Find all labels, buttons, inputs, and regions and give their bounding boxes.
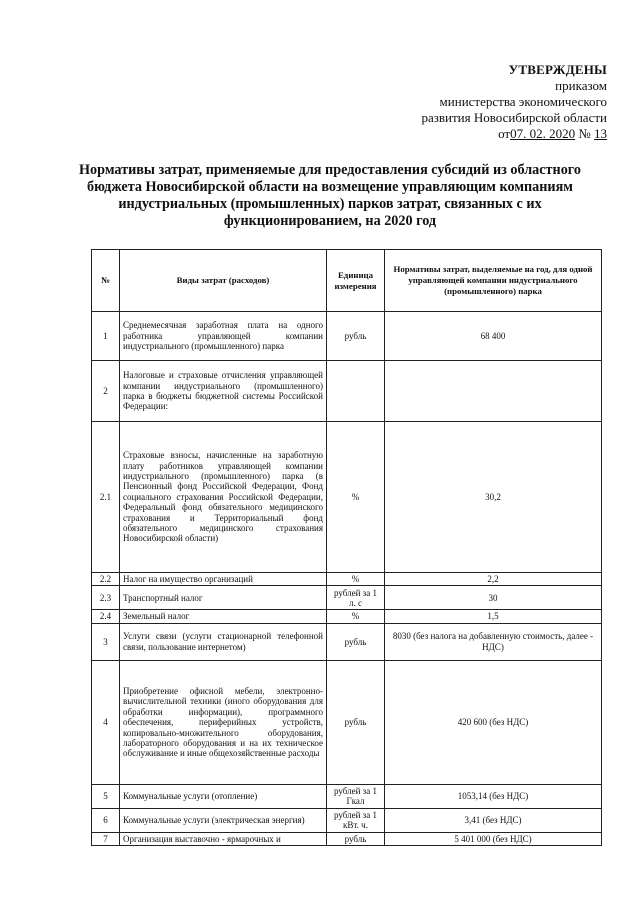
table-row (92, 422, 602, 573)
norms-table (91, 249, 602, 846)
row-type: Налог на имущество организаций (120, 573, 327, 586)
row-num: 5 (92, 784, 120, 808)
header-num: № (92, 250, 120, 312)
row-value: 1,5 (385, 610, 602, 623)
approval-date-line (387, 126, 607, 142)
row-type: Земельный налог (120, 610, 327, 623)
row-unit: рубль (327, 312, 385, 361)
row-type: Коммунальные услуги (электрическая энергия) (120, 808, 327, 832)
table-row (92, 784, 602, 808)
row-num: 2.1 (92, 422, 120, 573)
row-unit: рублей за 1 л. с (327, 586, 385, 610)
table-header-row (92, 250, 602, 312)
header-type: Виды затрат (расходов) (120, 250, 327, 312)
row-type: Коммунальные услуги (отопление) (120, 784, 327, 808)
row-unit: рублей за 1 кВт. ч. (327, 808, 385, 832)
row-value: 68 400 (385, 312, 602, 361)
table-row (92, 808, 602, 832)
row-type: Транспортный налог (120, 586, 327, 610)
row-value: 2,2 (385, 573, 602, 586)
table-row (92, 660, 602, 784)
row-value: 8030 (без налога на добавленную стоимость, далее - НДС) (385, 623, 602, 660)
row-value: 1053,14 (без НДС) (385, 784, 602, 808)
header-unit: Единица измерения (327, 250, 385, 312)
row-unit (327, 361, 385, 422)
table-row (92, 361, 602, 422)
approval-line-ministry: министерства экономического (439, 94, 607, 109)
table-row (92, 312, 602, 361)
row-num: 3 (92, 623, 120, 660)
table-row (92, 573, 602, 586)
document-title: Нормативы затрат, применяемые для предоставления субсидий из областного бюджета Новосибирской области на возмещение управляющим компаниям индустриальных (промышленных) парков затрат, связанных с их функционированием, на 2020 год (79, 162, 581, 229)
row-value: 420 600 (без НДС) (385, 660, 602, 784)
row-type: Организация выставочно - ярмарочных и (120, 832, 327, 845)
approval-block (387, 62, 607, 142)
row-num: 1 (92, 312, 120, 361)
row-unit: рубль (327, 832, 385, 845)
table-row (92, 610, 602, 623)
row-num: 4 (92, 660, 120, 784)
row-num: 2.3 (92, 586, 120, 610)
row-num: 2.4 (92, 610, 120, 623)
number-prefix: № (578, 126, 591, 141)
row-type: Приобретение офисной мебели, электронно-вычислительной техники (иного оборудования для обработки информации), программного обеспечения, периферийных устройств, копировально-множительного оборудования, лабораторного оборудования и на их техническое обслуживание и иные общехозяйственные расходы (120, 660, 327, 784)
row-unit: % (327, 422, 385, 573)
date-prefix: от (498, 126, 511, 141)
row-num: 2 (92, 361, 120, 422)
row-value: 5 401 000 (без НДС) (385, 832, 602, 845)
approval-line-order: приказом (555, 78, 607, 93)
row-type: Среднемесячная заработная плата на одного работника управляющей компании индустриального (промышленного) парка (120, 312, 327, 361)
table-row (92, 832, 602, 845)
approval-title: УТВЕРЖДЕНЫ (508, 62, 607, 77)
row-unit: рубль (327, 623, 385, 660)
row-num: 7 (92, 832, 120, 845)
table-row (92, 623, 602, 660)
row-value: 30 (385, 586, 602, 610)
row-type: Налоговые и страховые отчисления управляющей компании индустриального (промышленного) парка в бюджеты бюджетной системы Российской Федерации: (120, 361, 327, 422)
row-num: 6 (92, 808, 120, 832)
table-row (92, 586, 602, 610)
row-type: Услуги связи (услуги стационарной телефонной связи, пользование интернетом) (120, 623, 327, 660)
approval-line-region: развития Новосибирской области (421, 110, 607, 125)
row-value: 3,41 (без НДС) (385, 808, 602, 832)
header-value: Нормативы затрат, выделяемые на год, для одной управляющей компании индустриального (промышленного) парка (385, 250, 602, 312)
row-unit: % (327, 573, 385, 586)
row-unit: % (327, 610, 385, 623)
row-unit: рублей за 1 Гкал (327, 784, 385, 808)
row-num: 2.2 (92, 573, 120, 586)
approval-date: 07. 02. 2020 (510, 126, 576, 141)
row-unit: рубль (327, 660, 385, 784)
row-value (385, 361, 602, 422)
approval-number: 13 (594, 126, 607, 141)
row-value: 30,2 (385, 422, 602, 573)
row-type: Страховые взносы, начисленные на заработную плату работников управляющей компании индустриального (промышленного) парка (в Пенсионный фонд Российской Федерации, Фонд социального страхования Российской Федерации, Федеральный фонд обязательного медицинского страхования и Территориальный фонд обязательного медицинского страхования Новосибирской области) (120, 422, 327, 573)
